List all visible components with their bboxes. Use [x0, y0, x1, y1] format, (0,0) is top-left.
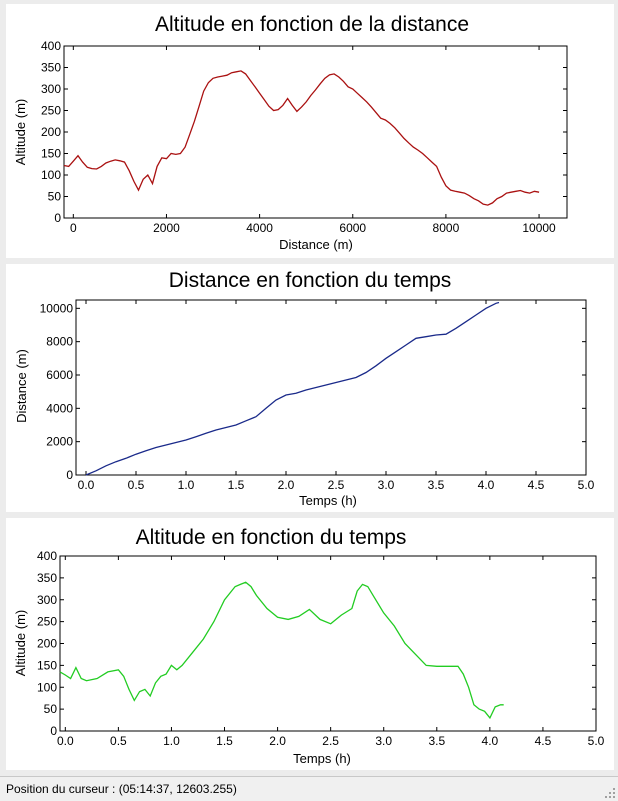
- cursor-position-text: Position du curseur : (05:14:37, 12603.255): [6, 782, 237, 796]
- y-tick-label: 300: [40, 82, 61, 96]
- x-tick-label: 1.0: [163, 734, 180, 748]
- plot-area[interactable]: [64, 46, 567, 218]
- x-tick-label: 3.5: [428, 734, 446, 748]
- plot-area[interactable]: [60, 556, 596, 731]
- chart-svg-2: [6, 264, 614, 512]
- x-tick-label: 8000: [432, 221, 460, 235]
- chart-svg-3: [6, 518, 614, 770]
- chart-title: Altitude en fonction du temps: [135, 526, 407, 549]
- resize-grip-icon[interactable]: [605, 788, 615, 798]
- x-axis-label: Temps (h): [299, 493, 357, 508]
- x-tick-label: 4.5: [534, 734, 552, 748]
- y-tick-label: 250: [40, 103, 61, 118]
- x-tick-label: 4.0: [481, 734, 499, 748]
- x-tick-label: 0.0: [77, 478, 95, 492]
- y-tick-label: 100: [36, 680, 57, 695]
- x-axis-label: Distance (m): [279, 237, 353, 252]
- x-tick-label: 3.0: [375, 734, 393, 748]
- x-tick-label: 0: [69, 221, 77, 235]
- x-tick-label: 5.0: [577, 478, 595, 492]
- x-tick-label: 6000: [339, 221, 367, 235]
- chart-panel-altitude-distance: [6, 4, 614, 258]
- y-axis-label: Distance (m): [14, 349, 29, 423]
- x-tick-label: 5.0: [587, 734, 605, 748]
- chart-title: Altitude en fonction de la distance: [154, 13, 470, 36]
- y-axis-label: Altitude (m): [13, 98, 28, 166]
- y-axis-label: Altitude (m): [13, 609, 28, 677]
- y-tick-label: 200: [36, 636, 57, 651]
- y-tick-label: 200: [40, 125, 61, 139]
- y-tick-label: 50: [47, 189, 61, 204]
- x-tick-label: 1.5: [227, 478, 245, 492]
- y-tick-label: 6000: [46, 368, 73, 382]
- y-tick-label: 0: [50, 724, 57, 738]
- y-tick-label: 8000: [46, 334, 73, 349]
- x-tick-label: 0.5: [127, 478, 145, 492]
- chart-title: Distance en fonction du temps: [168, 269, 452, 292]
- x-tick-label: 2.5: [327, 478, 345, 492]
- y-tick-label: 150: [36, 658, 57, 673]
- status-bar: [0, 776, 618, 801]
- x-tick-label: 1.0: [177, 478, 195, 492]
- x-tick-label: 2.5: [322, 734, 339, 748]
- y-tick-label: 4000: [46, 401, 73, 416]
- chart-panel-distance-time: [6, 264, 614, 512]
- y-tick-label: 350: [36, 570, 57, 585]
- y-tick-label: 300: [36, 592, 57, 607]
- y-tick-label: 2000: [46, 434, 73, 449]
- x-tick-label: 4000: [246, 221, 273, 235]
- y-tick-label: 50: [43, 702, 57, 717]
- x-tick-label: 1.5: [216, 734, 233, 748]
- y-tick-label: 400: [40, 39, 61, 53]
- y-tick-label: 350: [40, 60, 61, 75]
- y-tick-label: 10000: [39, 301, 73, 316]
- y-tick-label: 0: [54, 211, 61, 225]
- x-tick-label: 10000: [522, 221, 556, 235]
- x-tick-label: 4.0: [477, 478, 495, 492]
- y-tick-label: 150: [40, 146, 61, 161]
- x-tick-label: 3.0: [377, 478, 395, 492]
- x-tick-label: 2.0: [269, 734, 286, 748]
- x-tick-label: 2.0: [277, 478, 295, 492]
- x-tick-label: 0.5: [110, 734, 127, 748]
- y-tick-label: 100: [40, 168, 61, 182]
- y-tick-label: 0: [66, 468, 73, 482]
- x-tick-label: 0.0: [56, 734, 74, 748]
- x-axis-label: Temps (h): [293, 751, 351, 766]
- x-tick-label: 2000: [153, 221, 180, 235]
- x-tick-label: 4.5: [527, 478, 545, 492]
- y-tick-label: 400: [36, 549, 57, 563]
- chart-svg-1: [6, 4, 614, 258]
- x-tick-label: 3.5: [427, 478, 445, 492]
- chart-panel-altitude-time: [6, 518, 614, 770]
- y-tick-label: 250: [36, 614, 57, 629]
